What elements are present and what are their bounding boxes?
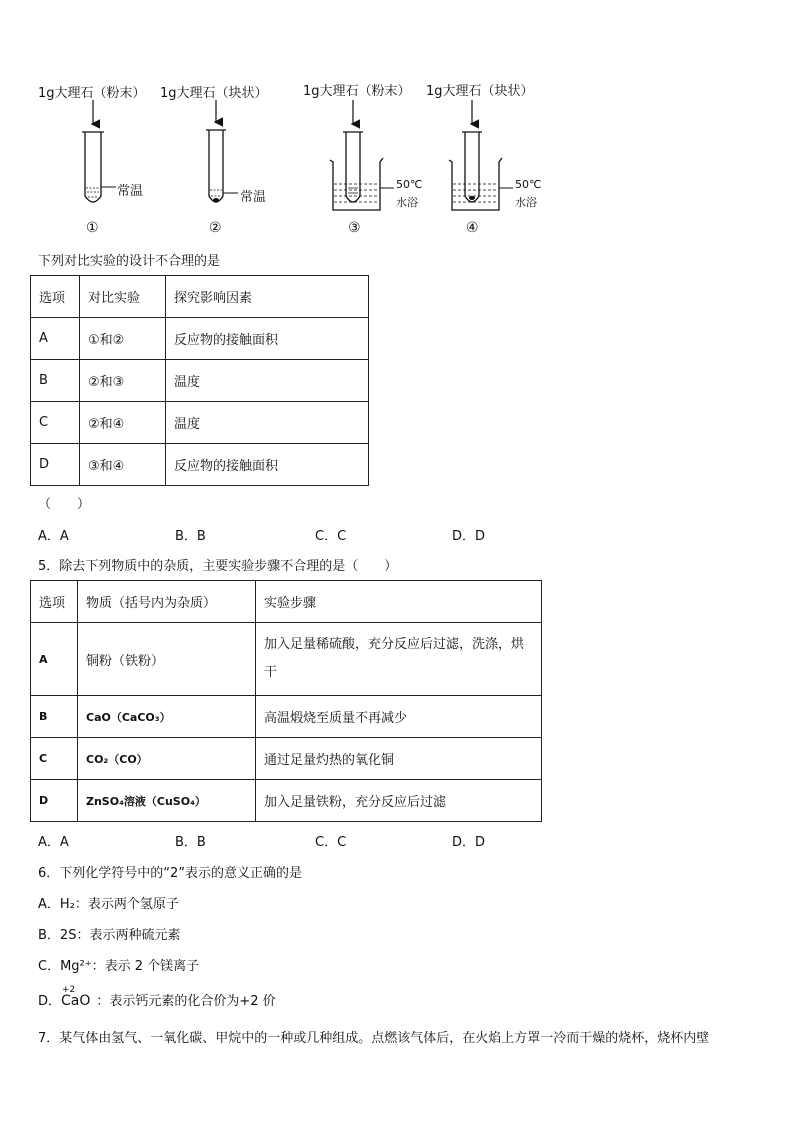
table-cell: 温度 — [166, 402, 369, 444]
table-cell: ③和④ — [80, 444, 166, 486]
table-cell: C — [31, 402, 80, 444]
q5-option-c: C．C — [315, 835, 347, 850]
table-cell: B — [31, 360, 80, 402]
table-header-row — [31, 276, 369, 318]
q6-option-c: C．Mg²⁺：表示 2 个镁离子 — [38, 959, 200, 974]
q4-paren: （ ） — [38, 497, 91, 512]
label-4: 1g大理石（块状） — [426, 84, 534, 99]
q6-option-b: B．2S：表示两种硫元素 — [38, 928, 181, 943]
table-row — [31, 780, 542, 822]
num-4: ④ — [466, 220, 479, 236]
table-cell: CO₂（CO） — [78, 738, 256, 780]
room-temp-1: 常温 — [117, 184, 144, 199]
table-cell: 高温煅烧至质量不再减少 — [256, 696, 542, 738]
header-cell: 选项 — [31, 581, 78, 623]
table-row — [31, 623, 542, 696]
table-cell: ①和② — [80, 318, 166, 360]
q4-option-a: A．A — [38, 529, 69, 544]
q6-option-a: A．H₂：表示两个氢原子 — [38, 897, 179, 912]
table-row — [31, 444, 369, 486]
table-cell: A — [31, 318, 80, 360]
num-1: ① — [86, 220, 99, 236]
table-row — [31, 318, 369, 360]
header-cell: 探究影响因素 — [166, 276, 369, 318]
table-cell: 通过足量灼热的氧化铜 — [256, 738, 542, 780]
num-2: ② — [209, 220, 222, 236]
hot-temp-4: 50℃ — [515, 178, 542, 191]
q5-option-a: A．A — [38, 835, 69, 850]
label-3: 1g大理石（粉末） — [303, 84, 411, 99]
table-row — [31, 360, 369, 402]
bath-4: 水浴 — [515, 196, 537, 209]
q6-prompt: 6．下列化学符号中的“2”表示的意义正确的是 — [38, 866, 303, 881]
table-row — [31, 696, 542, 738]
label-2: 1g大理石（块状） — [160, 86, 268, 101]
q4-option-c: C．C — [315, 529, 347, 544]
q5-option-b: B．B — [175, 835, 206, 850]
table-header-row — [31, 581, 542, 623]
valence-formula — [61, 985, 91, 1009]
num-3: ③ — [348, 220, 361, 236]
table-cell: ZnSO₄溶液（CuSO₄） — [78, 780, 256, 822]
table-cell: 铜粉（铁粉） — [78, 623, 256, 696]
q5-prompt: 5．除去下列物质中的杂质，主要实验步骤不合理的是（ ） — [38, 559, 398, 574]
q4-option-b: B．B — [175, 529, 206, 544]
header-cell: 实验步骤 — [256, 581, 542, 623]
room-temp-2: 常温 — [240, 190, 267, 205]
q4-table — [30, 275, 369, 486]
table-cell: 温度 — [166, 360, 369, 402]
table-cell: 反应物的接触面积 — [166, 318, 369, 360]
table-cell: CaO（CaCO₃） — [78, 696, 256, 738]
table-cell: B — [31, 696, 78, 738]
table-cell: C — [31, 738, 78, 780]
q6-option-d — [38, 985, 276, 1009]
label-1: 1g大理石（粉末） — [38, 86, 146, 101]
q4-option-d: D．D — [452, 529, 486, 544]
valence-superscript: +2 — [62, 985, 76, 995]
q5-option-d: D．D — [452, 835, 486, 850]
table-cell: D — [31, 444, 80, 486]
bath-3: 水浴 — [396, 196, 418, 209]
option-d-text: ：表示钙元素的化合价为+2 价 — [96, 994, 276, 1009]
table-cell: 加入足量铁粉，充分反应后过滤 — [256, 780, 542, 822]
hot-temp-3: 50℃ — [396, 178, 423, 191]
table-cell: A — [31, 623, 78, 696]
option-d-prefix: D． — [38, 994, 62, 1009]
table-cell: ②和③ — [80, 360, 166, 402]
q7-prompt: 7．某气体由氢气、一氧化碳、甲烷中的一种或几种组成。点燃该气体后，在火焰上方罩一冷而干燥的烧杯，烧杯内壁 — [38, 1031, 710, 1046]
formula-text: CaO — [61, 993, 91, 1009]
table-cell: D — [31, 780, 78, 822]
table-cell — [256, 623, 542, 696]
q5-table — [30, 580, 542, 822]
header-cell: 对比实验 — [80, 276, 166, 318]
header-cell: 物质（括号内为杂质） — [78, 581, 256, 623]
header-cell: 选项 — [31, 276, 80, 318]
table-cell: ②和④ — [80, 402, 166, 444]
table-row — [31, 738, 542, 780]
table-cell: 反应物的接触面积 — [166, 444, 369, 486]
q4-prompt: 下列对比实验的设计不合理的是 — [38, 254, 221, 269]
step-line-2: 干 — [264, 665, 278, 680]
table-row — [31, 402, 369, 444]
step-line-1: 加入足量稀硫酸，充分反应后过滤，洗涤，烘 — [264, 637, 525, 652]
